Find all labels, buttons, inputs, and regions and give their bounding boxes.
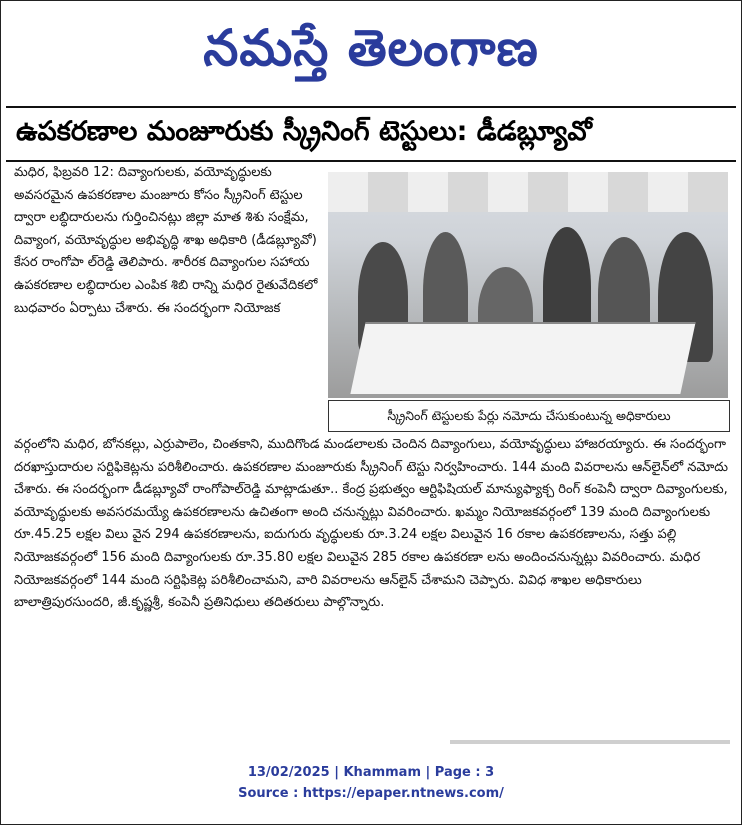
gray-divider — [450, 740, 730, 744]
article-body-column-left: మధిర, ఫిబ్రవరి 12: దివ్యాంగులకు, వయోవృద్ధులకు అవసరమైన ఉపకరణాల మంజూరు కోసం స్క్రీనింగ్ టెస్టుల ద్వారా లబ్ధిదారులను గుర్తించినట్లు జిల్లా మాత శిశు సంక్షేమ, దివ్యాంగ, వయోవృద్ధుల అభివృద్ధి శాఖ అధికారి (డీడబ్ల్యూవో) కేసర రాంగోపా ల్‌రెడ్డి తెలిపారు. శారీరక దివ్యాంగుల సహాయ ఉపకరణాల లబ్ధిదారుల ఎంపిక శిబి రాన్ని మధిర రైతువేదికలో బుధవారం ఏర్పాటు చేశారు. ఈ సందర్భంగా నియోజక — [14, 165, 318, 316]
photo-tent-canopy — [328, 172, 728, 212]
headline-rule-box — [6, 106, 736, 162]
photo-caption: స్క్రీనింగ్ టెస్టులకు పేర్లు నమోదు చేసుకుంటున్న అధికారులు — [387, 408, 671, 423]
article-photo — [328, 172, 728, 398]
article-body-full-width: వర్గంలోని మధిర, బోనకల్లు, ఎర్రుపాలెం, చింతకాని, ముదిగొండ మండలాలకు చెందిన దివ్యాంగులు, వయోవృద్ధులు హాజరయ్యారు. ఈ సందర్భంగా దరఖాస్తుదారుల సర్టిఫికెట్లను పరిశీలించారు. ఉపకరణాల మంజూరుకు స్క్రీనింగ్ టెస్టు నిర్వహించారు. 144 మంది వివరాలను ఆన్‌లైన్‌లో నమోదు చేశారు. ఈ సందర్భంగా డీడబ్ల్యూవో రాంగోపాల్‌రెడ్డి మాట్లాడుతూ.. కేంద్ర ప్రభుత్వం ఆర్టిఫిషియల్ మాన్యుఫ్యాక్చ రింగ్ కంపెనీ ద్వారా దివ్యాంగులకు, వయోవృద్ధులకు అవసరమయ్యే ఉపకరణాలను ఉచితంగా అంది చనున్నట్లు వివరించారు. ఖమ్మం నియోజకవర్గంలో 139 మంది దివ్యాంగులకు రూ.45.25 లక్షల విలు వైన 294 ఉపకరణాలను, ఐదుగురు వృద్ధులకు రూ.3.24 లక్షల విలువైన 16 రకాల ఉపకరణాలను, సత్తు పల్లి నియోజకవర్గంలో 156 మంది దివ్యాంగులకు రూ.35.80 లక్షల విలువైన 285 రకాల ఉపకరణా లను అందించనున్నట్లు వివరించారు. మధిర నియోజకవర్గంలో 144 మంది సర్టిఫికెట్ల పరిశీలించామని, వారి వివరాలను ఆన్‌లైన్ చేశామని చెప్పారు. వివిధ శాఖల అధికారులు బాలాత్రిపురసుందరి, జీ.కృష్ణశ్రీ, కంపెనీ ప్రతినిధులు తదితరులు పాల్గొన్నారు. — [14, 437, 728, 611]
photo-caption-box — [328, 400, 730, 432]
footer-date-edition-page: 13/02/2025 | Khammam | Page : 3 — [247, 765, 495, 780]
article-headline: ఉపకరణాల మంజూరుకు స్క్రీనింగ్ టెస్టులు: డీడబ్ల్యూవో — [16, 116, 592, 147]
footer-source-link[interactable]: Source : https://epaper.ntnews.com/ — [238, 786, 504, 801]
newspaper-masthead: నమస్తే తెలంగాణ — [203, 19, 539, 77]
photo-registration-table — [350, 322, 695, 394]
